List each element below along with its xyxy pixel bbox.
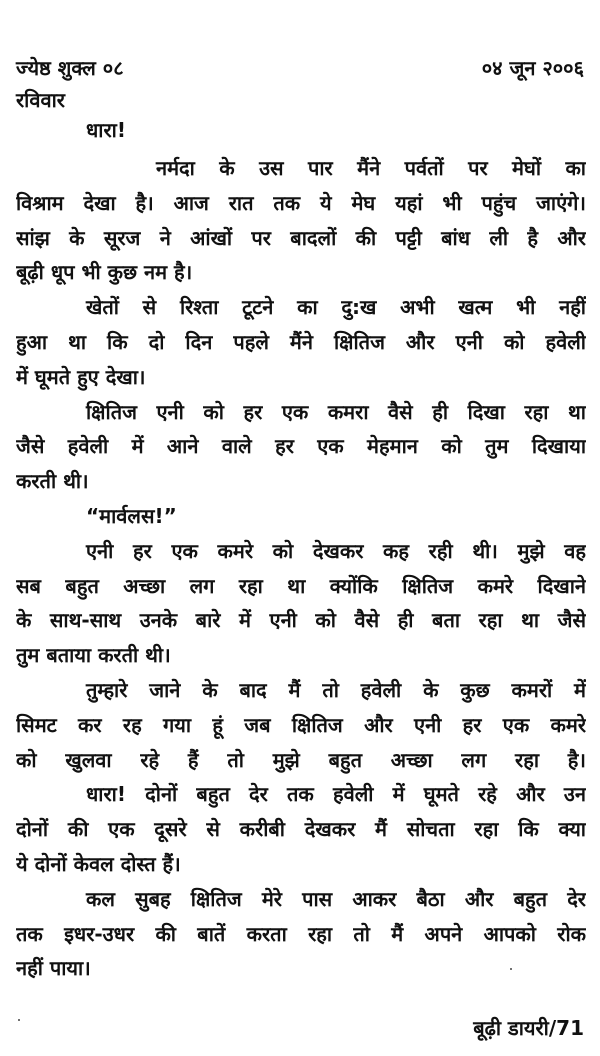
tithi-heading: ज्येष्ठ शुक्ल ०८ — [16, 56, 124, 80]
text-line: धारा! दोनों बहुत देर तक हवेली में घूमते रहे और उन — [86, 782, 586, 807]
text-line: को खुलवा रहे हैं तो मुझे बहुत अच्छा लग रहा है। — [16, 747, 586, 772]
text-line: के साथ-साथ उनके बारे में एनी को वैसे ही बता रहा था जैसे — [16, 608, 586, 633]
text-line: नहीं पाया। — [16, 956, 91, 981]
text-line: बूढ़ी धूप भी कुछ नम है। — [16, 260, 193, 285]
text-line: “मार्वलस!” — [86, 503, 177, 528]
text-line: तुम बताया करती थी। — [16, 643, 171, 668]
text-line: तक इधर-उधर की बातें करता रहा तो मैं अपने आपको रोक — [16, 921, 586, 946]
text-line: जैसे हवेली में आने वाले हर एक मेहमान को तुम दिखाया — [16, 434, 586, 459]
text-line: सब बहुत अच्छा लग रहा था क्योंकि क्षितिज कमरे दिखाने — [16, 573, 586, 598]
text-line: हुआ था कि दो दिन पहले मैंने क्षितिज और एनी को हवेली — [16, 329, 586, 354]
day-heading: रविवार — [16, 88, 65, 112]
diary-body — [16, 151, 586, 986]
text-line: तुम्हारे जाने के बाद मैं तो हवेली के कुछ कमरों में — [86, 677, 586, 702]
text-line: में घूमते हुए देखा। — [16, 364, 146, 389]
text-line: एनी हर एक कमरे को देखकर कह रही थी। मुझे वह — [86, 538, 586, 563]
text-line: सिमट कर रह गया हूं जब क्षितिज और एनी हर एक कमरे — [16, 712, 586, 737]
date-heading: ०४ जून २००६ — [481, 56, 584, 80]
text-line: सांझ के सूरज ने आंखों पर बादलों की पट्टी बांध ली है और — [16, 225, 586, 250]
text-line: दोनों की एक दूसरे से करीबी देखकर मैं सोचता रहा कि क्या — [16, 817, 586, 842]
scan-speck — [510, 968, 512, 970]
text-line: खेतों से रिश्ता टूटने का दु:ख अभी खत्म भी नहीं — [86, 295, 586, 320]
text-line: विश्राम देखा है। आज रात तक ये मेघ यहां भी पहुंच जाएंगे। — [16, 190, 586, 215]
text-line: कल सुबह क्षितिज मेरे पास आकर बैठा और बहुत देर — [86, 886, 586, 911]
text-line: ये दोनों केवल दोस्त हैं। — [16, 851, 181, 876]
page-footer: बूढ़ी डायरी/71 — [473, 1016, 584, 1040]
salutation: धारा! — [86, 118, 126, 142]
scan-speck — [18, 1019, 20, 1021]
text-line: क्षितिज एनी को हर एक कमरा वैसे ही दिखा रहा था — [86, 399, 586, 424]
text-line: करती थी। — [16, 469, 89, 494]
text-line: नर्मदा के उस पार मैंने पर्वतों पर मेघों का — [156, 156, 586, 180]
